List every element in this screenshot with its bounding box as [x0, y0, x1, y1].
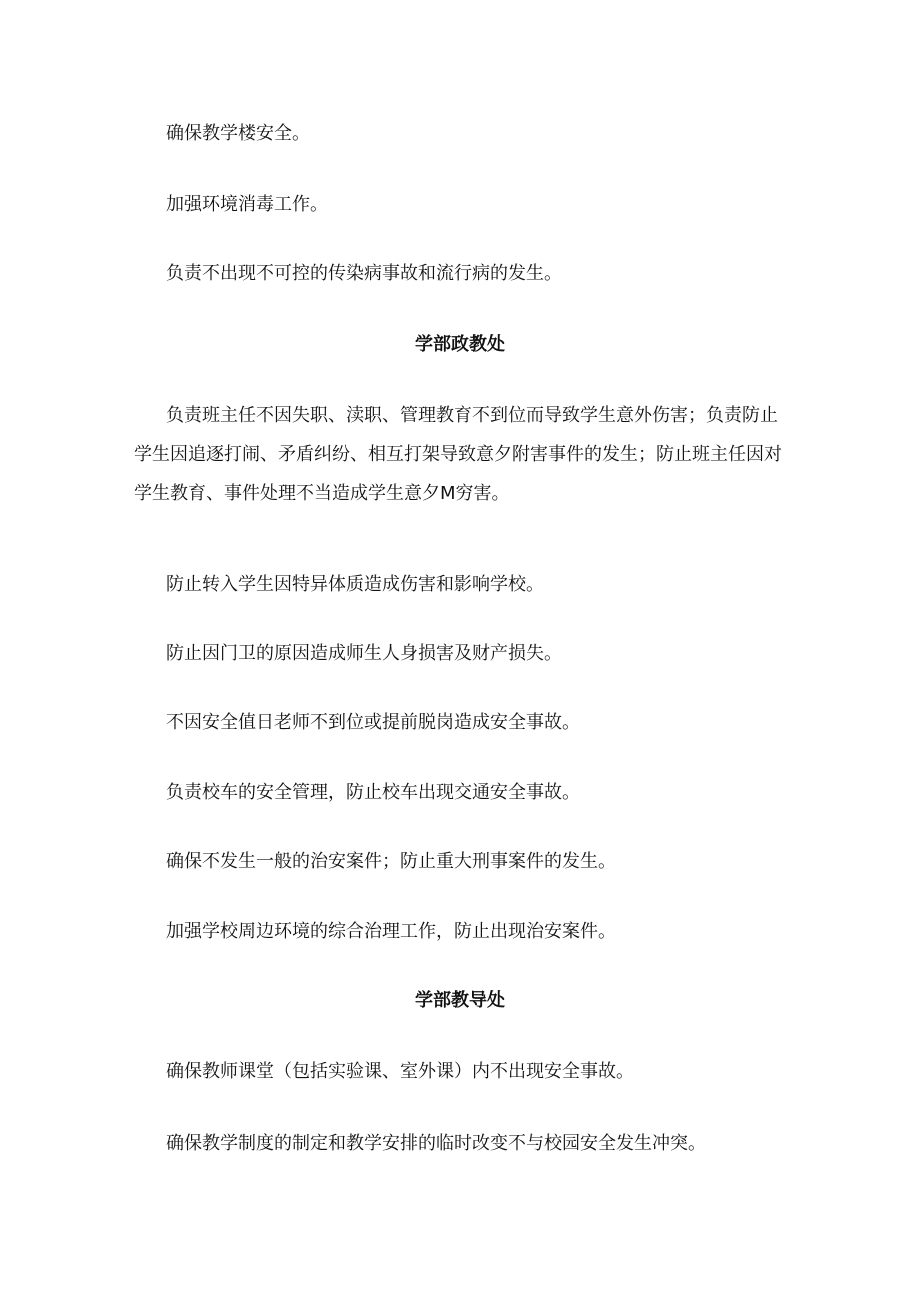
paragraph-epidemic: 负责不出现不可控的传染病事故和流行病的发生。	[166, 263, 562, 284]
section-heading-political-education: 学部政教处	[415, 334, 505, 355]
paragraph-teaching-schedule: 确保教学制度的制定和教学安排的临时改变不与校园安全发生冲突。	[166, 1133, 706, 1154]
paragraph-class-teacher-duty: 负责班主任不因失职、渎职、管理教育不到位而导致学生意外伤害；负责防止学生因追逐打闹、矛盾纠纷、相互打架导致意夕附害事件的发生；防止班主任因对学生教育、事件处理不当造成学生意夕M穷害。	[134, 405, 782, 504]
paragraph-building-safety: 确保教学楼安全。	[166, 123, 310, 144]
paragraph-public-security: 确保不发生一般的治安案件；防止重大刑事案件的发生。	[166, 851, 616, 872]
paragraph-surroundings: 加强学校周边环境的综合治理工作，防止出现治安案件。	[166, 921, 616, 942]
paragraph-duty-teacher: 不因安全值日老师不到位或提前脱岗造成安全事故。	[166, 712, 580, 733]
paragraph-transfer-students: 防止转入学生因特异体质造成伤害和影响学校。	[166, 574, 544, 595]
paragraph-classroom-safety: 确保教师课堂（包括实验课、室外课）内不出现安全事故。	[166, 1061, 634, 1082]
section-heading-academic-affairs: 学部教导处	[415, 990, 505, 1011]
paragraph-disinfection: 加强环境消毒工作。	[166, 194, 328, 215]
paragraph-gatekeeper: 防止因门卫的原因造成师生人身损害及财产损失。	[166, 643, 562, 664]
paragraph-school-bus: 负责校车的安全管理，防止校车出现交通安全事故。	[166, 782, 580, 803]
